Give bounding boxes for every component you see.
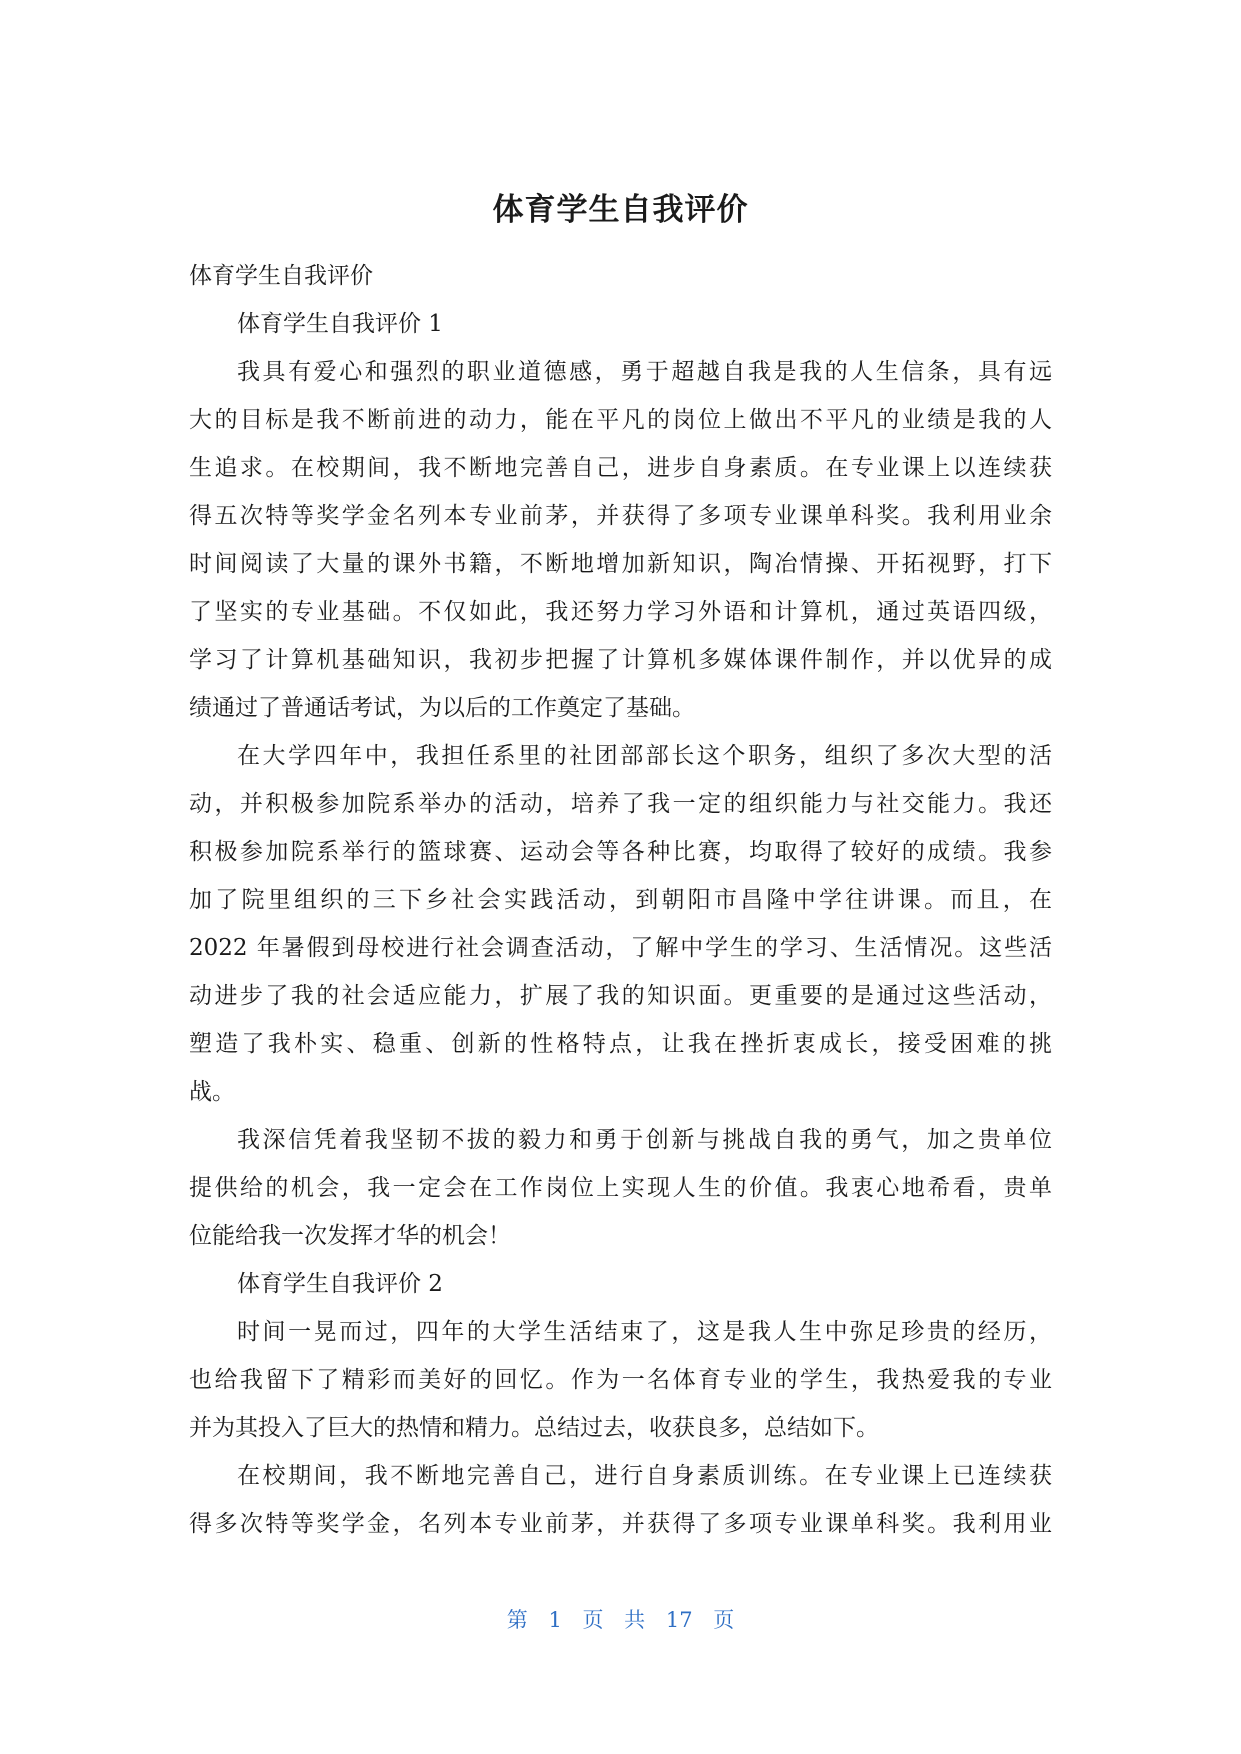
text-line: 在大学四年中，我担任系里的社团部部长这个职务，组织了多次大型的活 xyxy=(237,743,1052,769)
page-footer: 第 1 页 共 17 页 xyxy=(506,1608,735,1632)
text-line: 得五次特等奖学金名列本专业前茅，并获得了多项专业课单科奖。我利用业余 xyxy=(189,503,1052,529)
text-line: 体育学生自我评价 2 xyxy=(237,1271,443,1297)
text-line: 动，并积极参加院系举办的活动，培养了我一定的组织能力与社交能力。我还 xyxy=(189,791,1052,817)
text-line: 在校期间，我不断地完善自己，进行自身素质训练。在专业课上已连续获 xyxy=(237,1463,1052,1489)
text-line: 了坚实的专业基础。不仅如此，我还努力学习外语和计算机，通过英语四级， xyxy=(189,599,1052,625)
text-line: 体育学生自我评价 1 xyxy=(237,311,443,337)
document-body xyxy=(189,252,1052,1548)
document-title: 体育学生自我评价 xyxy=(492,192,749,228)
text-line: 生追求。在校期间，我不断地完善自己，进步自身素质。在专业课上以连续获 xyxy=(189,455,1052,481)
text-line: 位能给我一次发挥才华的机会！ xyxy=(189,1223,511,1249)
text-line: 2022 年暑假到母校进行社会调查活动，了解中学生的学习、生活情况。这些活 xyxy=(189,935,1052,961)
text-line: 加了院里组织的三下乡社会实践活动，到朝阳市昌隆中学往讲课。而且，在 xyxy=(189,887,1052,913)
text-line: 塑造了我朴实、稳重、创新的性格特点，让我在挫折衷成长，接受困难的挑 xyxy=(189,1031,1052,1057)
text-line: 提供给的机会，我一定会在工作岗位上实现人生的价值。我衷心地希看，贵单 xyxy=(189,1175,1052,1201)
text-line: 绩通过了普通话考试，为以后的工作奠定了基础。 xyxy=(189,695,695,721)
text-line: 也给我留下了精彩而美好的回忆。作为一名体育专业的学生，我热爱我的专业 xyxy=(189,1367,1052,1393)
text-line: 学习了计算机基础知识，我初步把握了计算机多媒体课件制作，并以优异的成 xyxy=(189,647,1052,673)
text-line: 得多次特等奖学金，名列本专业前茅，并获得了多项专业课单科奖。我利用业 xyxy=(189,1511,1052,1537)
text-line: 动进步了我的社会适应能力，扩展了我的知识面。更重要的是通过这些活动， xyxy=(189,983,1052,1009)
text-line: 积极参加院系举行的篮球赛、运动会等各种比赛，均取得了较好的成绩。我参 xyxy=(189,839,1052,865)
text-line: 大的目标是我不断前进的动力，能在平凡的岗位上做出不平凡的业绩是我的人 xyxy=(189,407,1052,433)
text-line: 战。 xyxy=(189,1079,235,1105)
text-line: 体育学生自我评价 xyxy=(189,263,373,289)
text-line: 我深信凭着我坚韧不拔的毅力和勇于创新与挑战自我的勇气，加之贵单位 xyxy=(237,1127,1052,1153)
text-line: 我具有爱心和强烈的职业道德感，勇于超越自我是我的人生信条，具有远 xyxy=(237,359,1052,385)
text-line: 时间阅读了大量的课外书籍，不断地增加新知识，陶冶情操、开拓视野，打下 xyxy=(189,551,1052,577)
text-line: 时间一晃而过，四年的大学生活结束了，这是我人生中弥足珍贵的经历， xyxy=(237,1319,1052,1345)
text-line: 并为其投入了巨大的热情和精力。总结过去，收获良多，总结如下。 xyxy=(189,1415,879,1441)
